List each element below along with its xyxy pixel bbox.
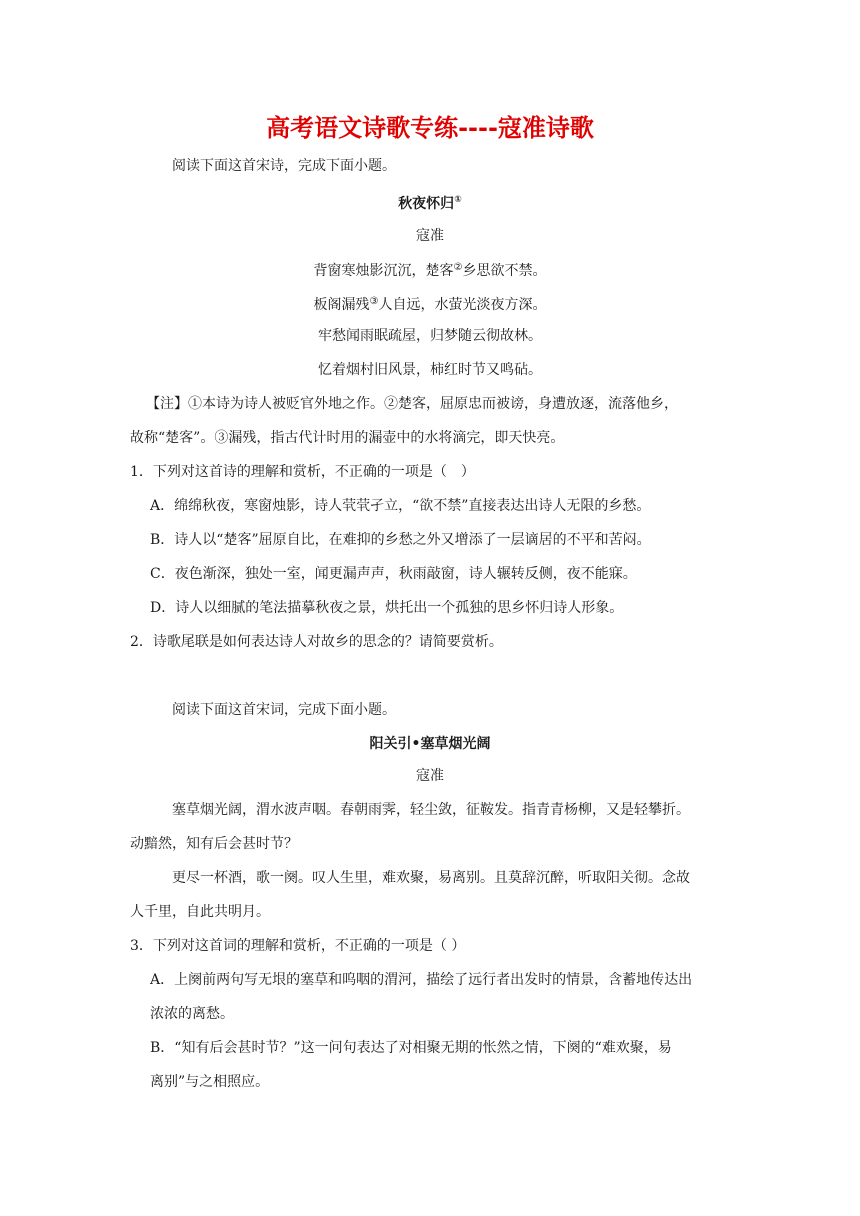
poem2-para1-line1: 塞草烟光阔，渭水波声咽。春朝雨霁，轻尘敛，征鞍发。指青青杨柳，又是轻攀折。	[172, 802, 690, 818]
section2-intro: 阅读下面这首宋词，完成下面小题。	[172, 702, 396, 718]
poem1-title-footnote-mark: ①	[454, 195, 462, 205]
q3-option-a-line1: A．上阕前两句写无垠的塞草和呜咽的渭河，描绘了远行者出发时的情景，含蓄地传达出	[150, 972, 693, 988]
page-title: 高考语文诗歌专练----寇准诗歌	[266, 114, 594, 142]
q3-option-b-line1: B．“知有后会甚时节？”这一问句表达了对相聚无期的怅然之情，下阕的“难欢聚，易	[150, 1040, 672, 1056]
poem1-note-line2: 故称“楚客”。③漏残，指古代计时用的漏壶中的水将滴完，即天快亮。	[130, 430, 565, 446]
poem1-line-3: 牢愁闻雨眠疏屋，归梦随云彻故林。	[318, 328, 542, 344]
question-2: 2．诗歌尾联是如何表达诗人对故乡的思念的？请简要赏析。	[130, 634, 503, 650]
poem2-author: 寇准	[416, 768, 444, 784]
poem1-line-2: 板阁漏残③人自远，水萤光淡夜方深。	[313, 296, 547, 313]
footnote-mark: ②	[453, 262, 463, 273]
q1-option-a: A．绵绵秋夜，寒窗烛影，诗人茕茕孑立，“欲不禁”直接表达出诗人无限的乡愁。	[150, 498, 651, 514]
q1-option-d: D．诗人以细腻的笔法描摹秋夜之景，烘托出一个孤独的思乡怀归诗人形象。	[150, 600, 624, 616]
poem2-para2-line2: 人千里，自此共明月。	[130, 904, 270, 920]
poem1-line-1: 背窗寒烛影沉沉，楚客②乡思欲不禁。	[313, 262, 547, 279]
poem2-para2-line1: 更尽一杯酒，歌一阕。叹人生里，难欢聚，易离别。且莫辞沉醉，听取阳关彻。念故	[172, 870, 690, 886]
poem1-title	[0, 190, 860, 214]
q1-option-c: C．夜色渐深，独处一室，闻更漏声声，秋雨敲窗，诗人辗转反侧，夜不能寐。	[150, 566, 637, 582]
poem2-para1-line2: 动黯然，知有后会甚时节？	[130, 836, 298, 852]
poem2-title: 阳关引•塞草烟光阔	[369, 736, 491, 752]
poem1-line-4: 忆着烟村旧风景，柿红时节又鸣砧。	[318, 362, 542, 378]
footnote-mark: ③	[369, 296, 379, 307]
poem1-note-line1: 【注】①本诗为诗人被贬官外地之作。②楚客，屈原忠而被谤，身遭放逐，流落他乡，	[146, 396, 678, 412]
q1-option-b: B．诗人以“楚客”屈原自比，在难抑的乡愁之外又增添了一层谪居的不平和苦闷。	[150, 532, 651, 548]
poem1-author: 寇准	[416, 228, 444, 244]
q3-option-b-line2: 离别”与之相照应。	[150, 1074, 270, 1090]
question-3: 3．下列对这首词的理解和赏析，不正确的一项是（ ）	[130, 938, 466, 954]
question-1: 1．下列对这首诗的理解和赏析，不正确的一项是（ ）	[130, 464, 475, 480]
q3-option-a-line2: 浓浓的离愁。	[150, 1006, 234, 1022]
poem1-title-text: 秋夜怀归	[398, 196, 455, 212]
section1-intro: 阅读下面这首宋诗，完成下面小题。	[172, 158, 396, 174]
